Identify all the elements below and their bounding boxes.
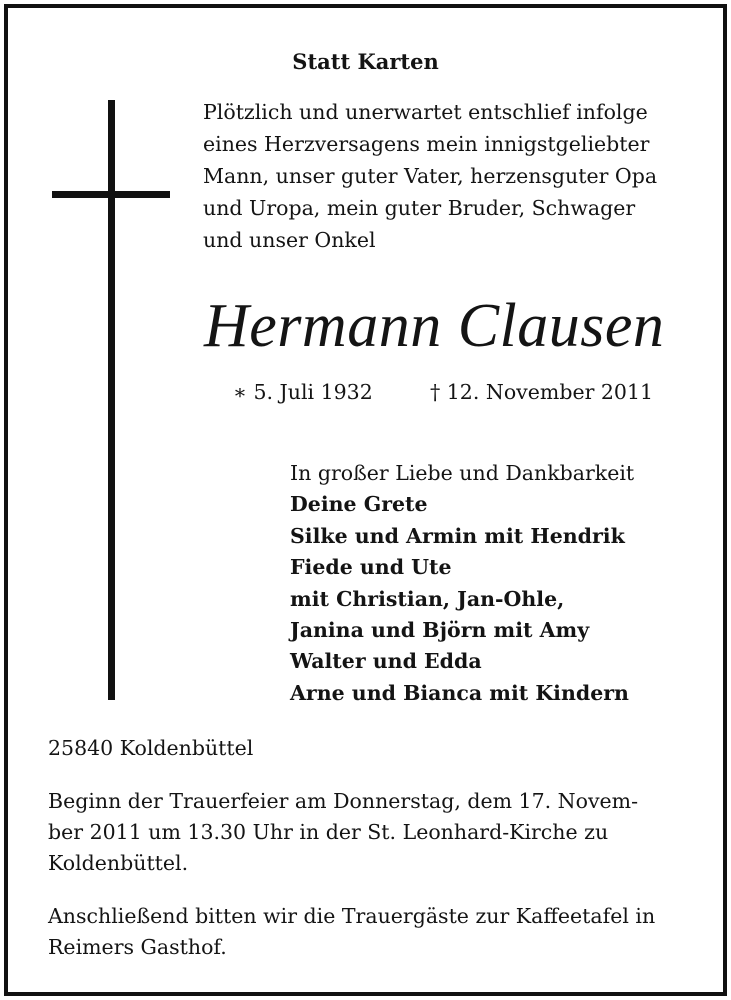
family-intro: In großer Liebe und Dankbarkeit (290, 461, 635, 485)
coffee-notice (48, 901, 693, 963)
family-name: Janina und Björn mit Amy (290, 618, 590, 643)
ceremony-line: Beginn der Trauerfeier am Donnerstag, dem 17. Novem- (48, 789, 639, 813)
intro-line: Plötzlich und unerwartet entschlief infolge (203, 100, 648, 124)
coffee-line: Anschließend bitten wir die Trauergäste zur Kaffeetafel in (48, 904, 656, 928)
family-name: Arne und Bianca mit Kindern (290, 680, 629, 705)
death-date: † 12. November 2011 (430, 380, 654, 404)
family-name: Silke und Armin mit Hendrik (290, 523, 625, 548)
coffee-line: Reimers Gasthof. (48, 935, 227, 959)
intro-line: und Uropa, mein guter Bruder, Schwager (203, 196, 636, 220)
family-name: mit Christian, Jan-Ohle, (290, 586, 565, 611)
ceremony-line: ber 2011 um 13.30 Uhr in der St. Leonhard-Kirche zu (48, 820, 609, 844)
family-signature (290, 458, 710, 709)
intro-line: Mann, unser guter Vater, herzensguter Opa (203, 164, 658, 188)
intro-line: eines Herzversagens mein innigstgeliebter (203, 132, 650, 156)
family-name: Fiede und Ute (290, 555, 452, 580)
obituary-frame (4, 4, 727, 996)
intro-line: und unser Onkel (203, 228, 376, 252)
family-name: Walter und Edda (290, 649, 482, 674)
address: 25840 Koldenbüttel (48, 736, 254, 760)
deceased-name: Hermann Clausen (204, 292, 665, 360)
ceremony-line: Koldenbüttel. (48, 851, 189, 875)
heading: Statt Karten (292, 49, 439, 74)
cross-symbol-horizontal (52, 191, 170, 198)
birth-date: ∗ 5. Juli 1932 (233, 380, 373, 404)
intro-text (203, 96, 693, 256)
family-name: Deine Grete (290, 492, 428, 517)
ceremony-notice (48, 786, 693, 879)
cross-symbol-vertical (108, 100, 115, 700)
